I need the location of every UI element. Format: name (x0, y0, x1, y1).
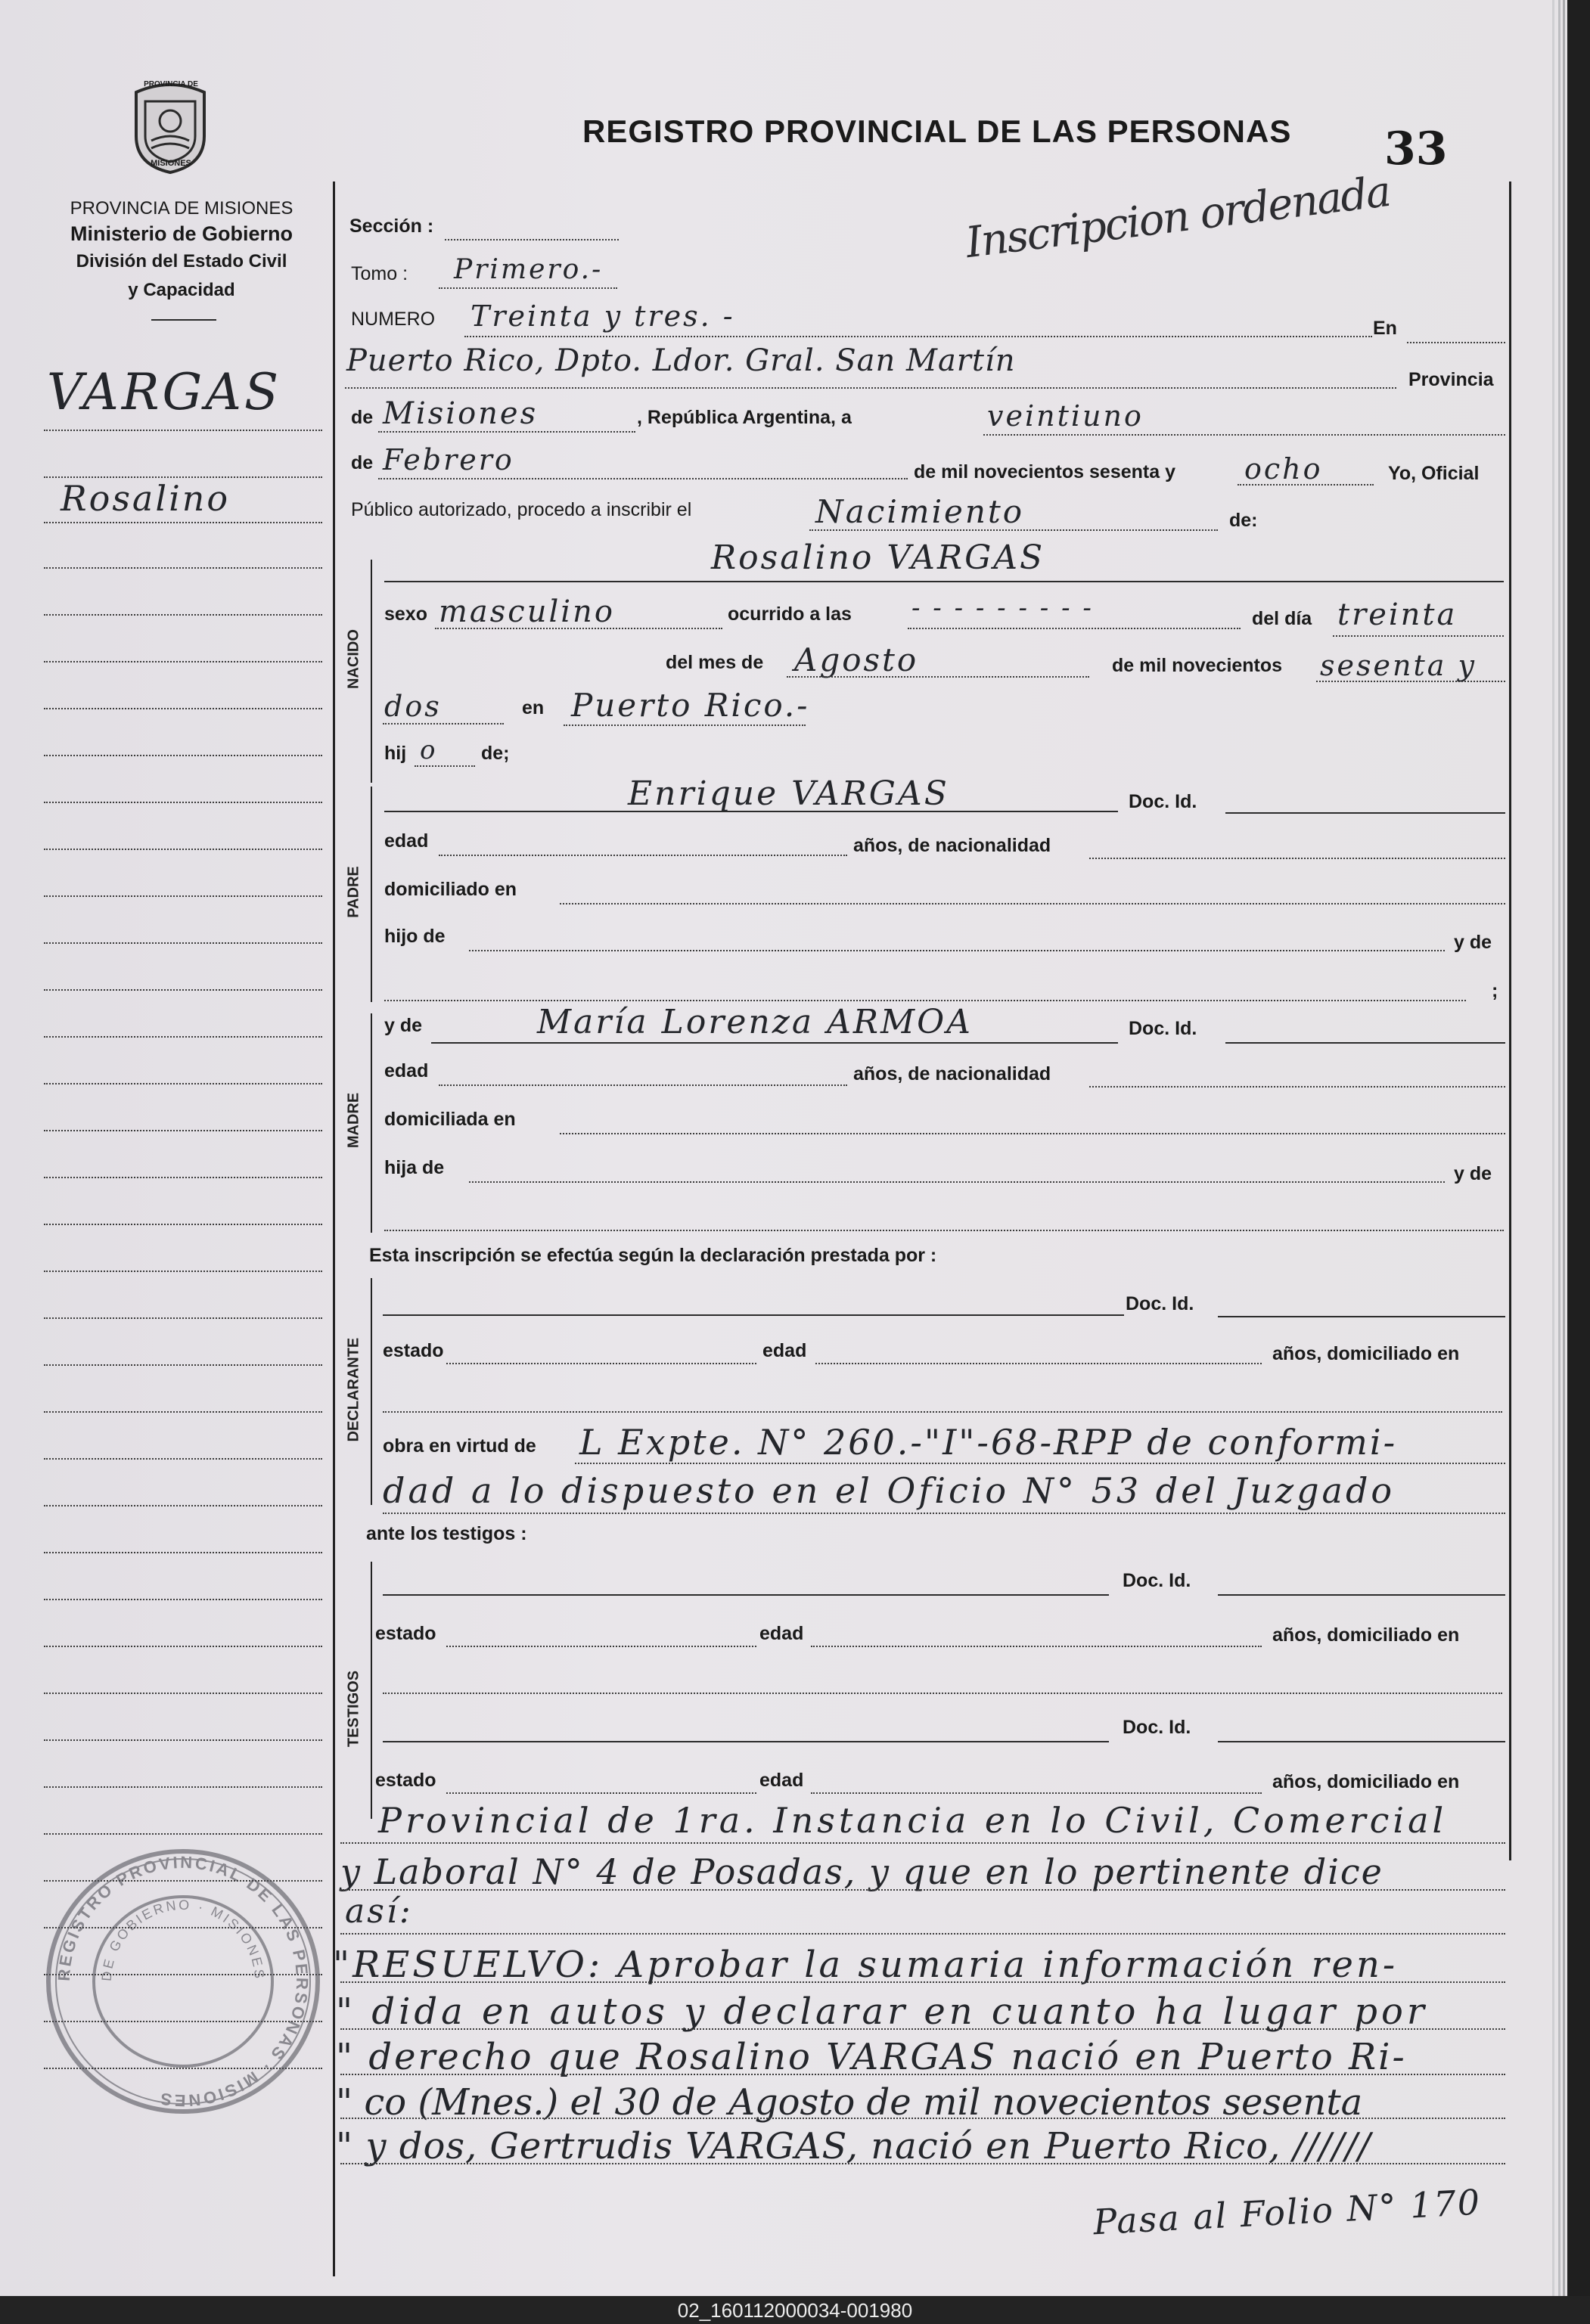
text-rule (340, 1981, 1505, 1983)
text-line: " y dos, Gertrudis VARGAS, nació en Puerto Rico, ////// (336, 2125, 1371, 2167)
del-mes-label: del mes de (666, 652, 764, 673)
declarante-dom-line (383, 1411, 1502, 1413)
hora-value: - - - - - - - - - (911, 593, 1094, 623)
margin-rule (44, 989, 322, 991)
right-frame-line (1509, 182, 1511, 1860)
acto-line (809, 529, 1218, 531)
numero-label: NUMERO (351, 309, 436, 330)
declarante-side-label: DECLARANTE (345, 1337, 362, 1442)
nacido-nombre-line (384, 581, 1504, 582)
madre-doc-label: Doc. Id. (1129, 1018, 1197, 1039)
hora-line (908, 628, 1241, 629)
republica-label: , República Argentina, a (637, 407, 852, 428)
margin-rule (44, 1552, 322, 1553)
madre-hija-line (469, 1181, 1445, 1183)
margin-rule (44, 661, 322, 662)
testigo-2-line (383, 1741, 1109, 1742)
padre-y-de-label: y de (1454, 932, 1492, 953)
madre-value: María Lorenza ARMOA (537, 1003, 973, 1041)
margin-rule (44, 755, 322, 756)
official-stamp (39, 1845, 327, 2118)
testigo-1-estado-line (446, 1646, 756, 1647)
declarante-frame (371, 1278, 372, 1505)
testigo-2-edad-label: edad (759, 1770, 804, 1791)
official-signature: Inscripcion ordenada (963, 166, 1393, 268)
margin-rule (44, 802, 322, 803)
dia-line (983, 434, 1505, 436)
lugar-value: Puerto Rico, Dpto. Ldor. Gral. San Martín (346, 343, 1016, 378)
madre-dom-label: domiciliada en (384, 1109, 516, 1130)
mes-nac-value: Agosto (794, 641, 919, 678)
hij-suffix-value: o (420, 735, 438, 765)
margin-rule (44, 1739, 322, 1741)
testigo-1-doc-label: Doc. Id. (1123, 1570, 1191, 1591)
dia-nac-line (1333, 635, 1504, 637)
obra-line-1-rule (575, 1463, 1505, 1464)
dia-value: veintiuno (987, 399, 1144, 433)
page-number: 33 (1384, 123, 1448, 175)
madre-nac-label: años, de nacionalidad (853, 1063, 1051, 1084)
svg-text:DE GOBIERNO · MISIONES (99, 1897, 268, 1982)
padre-dom-label: domiciliado en (384, 879, 517, 900)
del-dia-label: del día (1252, 608, 1312, 629)
office-line-4: y Capacidad (128, 280, 235, 300)
text-line: así: (345, 1892, 413, 1931)
dia-nac-value: treinta (1337, 597, 1458, 632)
declarante-estado-line (446, 1363, 756, 1364)
hij-line (415, 765, 475, 767)
testigos-side-label: TESTIGOS (345, 1670, 362, 1748)
anio-nac-1-value: sesenta y (1320, 649, 1477, 682)
margin-rule (44, 1505, 322, 1506)
text-line: "RESUELVO: Aprobar la sumaria información ren- (333, 1944, 1399, 1986)
margin-rule (44, 1177, 322, 1178)
margin-rule (44, 1083, 322, 1084)
madre-y-de-end-label: y de (1454, 1163, 1492, 1184)
text-line: " dida en autos y declarar en cuanto ha lugar por (336, 1990, 1428, 2033)
page-edge (1552, 0, 1554, 2296)
ocurrido-label: ocurrido a las (728, 603, 852, 625)
nacido-nombre-value: Rosalino VARGAS (711, 538, 1045, 577)
en-line (1407, 342, 1505, 343)
provincia-line (378, 431, 635, 433)
margin-rule (44, 1458, 322, 1460)
stamp-inner-text: DE GOBIERNO · MISIONES (98, 1897, 268, 1982)
de-label: de (351, 407, 374, 428)
office-line-1: PROVINCIA DE MISIONES (70, 198, 293, 219)
padre-hijo-line (469, 950, 1445, 951)
en2-label: en (522, 697, 545, 718)
office-line-3: División del Estado Civil (76, 251, 287, 271)
testigos-label: ante los testigos : (366, 1523, 527, 1544)
testigo-1-edad-label: edad (759, 1623, 804, 1644)
madre-edad-line (439, 1084, 847, 1086)
stamp-ring-text: REGISTRO PROVINCIAL DE LAS PERSONAS · MISIONES (54, 1852, 312, 2111)
margin-rule (44, 430, 322, 431)
declarante-doc-label: Doc. Id. (1126, 1293, 1194, 1314)
padre-doc-label: Doc. Id. (1129, 791, 1197, 812)
anio-line (1238, 484, 1374, 486)
tomo-label: Tomo : (351, 263, 408, 284)
testigo-1-dom-label: años, domiciliado en (1272, 1624, 1460, 1646)
madre-y-de-label: y de (384, 1015, 423, 1036)
margin-rule (44, 567, 322, 569)
testigo-1-edad-line (811, 1646, 1262, 1647)
margin-surname: VARGAS (47, 363, 282, 421)
text-line: " co (Mnes.) el 30 de Agosto de mil novecientos sesenta (336, 2081, 1363, 2124)
crest-bottom-text: MISIONES (151, 159, 191, 168)
testigo-2-estado-label: estado (375, 1770, 436, 1791)
de2-label: de (351, 452, 374, 473)
en-label: En (1373, 318, 1397, 339)
madre-side-label: MADRE (345, 1092, 362, 1149)
text-line: y Laboral N° 4 de Posadas, y que en lo pertinente dice (340, 1851, 1383, 1892)
mil-nov-label: de mil novecientos (1112, 655, 1283, 676)
text-rule (340, 1889, 1505, 1891)
nacido-frame (371, 560, 372, 783)
provincia-label: Provincia (1408, 369, 1494, 390)
declarante-line (383, 1314, 1124, 1316)
sexo-label: sexo (384, 603, 427, 625)
padre-value: Enrique VARGAS (628, 774, 949, 813)
margin-rule (44, 1036, 322, 1038)
margin-rule (44, 895, 322, 897)
office-line-2: Ministerio de Gobierno (70, 222, 293, 245)
publico-label: Público autorizado, procedo a inscribir el (351, 499, 692, 520)
margin-rule (44, 1693, 322, 1694)
margin-rule (44, 522, 322, 523)
mes-nac-line (787, 676, 1089, 678)
numero-line (464, 336, 1372, 337)
margin-rule (44, 942, 322, 944)
sexo-line (435, 628, 722, 629)
lugar-nac-line (564, 725, 806, 726)
provincia-value: Misiones (383, 396, 539, 431)
acto-value: Nacimiento (815, 493, 1025, 530)
mil-sesenta-label: de mil novecientos sesenta y (914, 461, 1175, 482)
padre-semicolon: ; (1492, 980, 1498, 1001)
testigo-2-estado-line (446, 1792, 756, 1794)
padre-nac-label: años, de nacionalidad (853, 835, 1051, 856)
obra-label: obra en virtud de (383, 1435, 536, 1457)
lugar-line (345, 387, 1396, 389)
de-semi-label: de; (481, 743, 510, 764)
declarante-estado-label: estado (383, 1340, 444, 1361)
margin-rule (44, 1646, 322, 1647)
margin-rule (44, 708, 322, 709)
padre-nac-line (1089, 858, 1505, 859)
testigo-2-doc-label: Doc. Id. (1123, 1717, 1191, 1738)
text-rule (340, 1842, 1505, 1844)
margin-rule (44, 1224, 322, 1225)
testigos-frame (371, 1562, 372, 1819)
anio-nac-2-line (383, 723, 504, 725)
nacido-side-label: NACIDO (345, 629, 362, 689)
tomo-line (439, 287, 617, 289)
margin-rule (44, 1317, 322, 1319)
pasa-folio-note: Pasa al Folio N° 170 (1092, 2181, 1483, 2243)
sexo-value: masculino (439, 594, 615, 629)
testigo-2-edad-line (811, 1792, 1262, 1794)
padre-line (384, 811, 1118, 812)
testigo-2-doc-line (1218, 1741, 1505, 1742)
footer-code: 02_160112000034-001980 (677, 2299, 913, 2322)
inscripcion-label: Esta inscripción se efectúa según la declaración prestada por : (369, 1245, 937, 1266)
testigo-1-estado-label: estado (375, 1623, 436, 1644)
crest-top-text: PROVINCIA DE (144, 80, 198, 88)
mes-value: Febrero (383, 443, 514, 476)
madre-frame (371, 1013, 372, 1233)
office-divider (151, 319, 216, 321)
madre-line (431, 1042, 1118, 1044)
declarante-edad-label: edad (762, 1340, 807, 1361)
hij-label: hij (384, 743, 407, 764)
obra-line-2-rule (383, 1513, 1505, 1514)
margin-rule (44, 1271, 322, 1272)
padre-dom-line (560, 903, 1505, 904)
page-edge (1558, 0, 1560, 2296)
padre-frame (371, 787, 372, 1002)
margin-rule (44, 849, 322, 850)
margin-rule (44, 476, 322, 478)
padre-hijo-label: hijo de (384, 926, 446, 947)
testigo-2-dom-label: años, domiciliado en (1272, 1771, 1460, 1792)
testigo-1-line (383, 1594, 1109, 1596)
mes-line (378, 478, 908, 479)
testigo-1-dom-line (383, 1693, 1502, 1694)
declarante-dom-label: años, domiciliado en (1272, 1343, 1460, 1364)
padre-extra-line (384, 1000, 1466, 1001)
page-edge (1563, 0, 1565, 2296)
obra-line-1: L Expte. N° 260.-"I"-68-RPP de conformi- (579, 1422, 1398, 1463)
numero-value: Treinta y tres. - (470, 299, 735, 333)
madre-nac-line (1089, 1086, 1505, 1088)
padre-doc-line (1225, 812, 1505, 814)
text-rule (340, 2028, 1505, 2030)
obra-line-2: dad a lo dispuesto en el Oficio N° 53 del Juzgado (383, 1470, 1396, 1511)
margin-rule (44, 1364, 322, 1366)
yo-oficial-label: Yo, Oficial (1388, 463, 1480, 484)
seccion-label: Sección : (349, 216, 434, 237)
anio-value: ocho (1244, 452, 1323, 486)
text-line: Provincial de 1ra. Instancia en lo Civil, Comercial (378, 1800, 1448, 1841)
margin-rule (44, 1130, 322, 1131)
anio-nac-2-value: dos (384, 690, 442, 723)
madre-doc-line (1225, 1042, 1505, 1044)
margin-rule (44, 1786, 322, 1788)
madre-extra-line (384, 1230, 1504, 1231)
padre-edad-label: edad (384, 830, 429, 852)
tomo-value: Primero.- (454, 254, 604, 285)
margin-rule (44, 1411, 322, 1413)
madre-dom-line (560, 1133, 1505, 1134)
seccion-line (445, 239, 619, 240)
margin-rule (44, 1599, 322, 1600)
lugar-nac-value: Puerto Rico.- (571, 687, 810, 724)
text-rule (340, 2163, 1505, 2164)
margin-rule (44, 614, 322, 616)
text-rule (340, 2074, 1505, 2075)
de-colon-label: de: (1229, 510, 1258, 531)
text-rule (340, 2118, 1505, 2119)
madre-edad-label: edad (384, 1060, 429, 1081)
text-line: " derecho que Rosalino VARGAS nació en Puerto Ri- (336, 2036, 1407, 2078)
declarante-edad-line (815, 1363, 1262, 1364)
page-title: REGISTRO PROVINCIAL DE LAS PERSONAS (582, 113, 1292, 149)
margin-rule (44, 1833, 322, 1835)
margin-given-name: Rosalino (61, 478, 231, 519)
padre-edad-line (439, 855, 847, 856)
anio-nac-1-line (1316, 681, 1505, 682)
text-rule (340, 1933, 1505, 1935)
padre-side-label: PADRE (345, 866, 362, 918)
testigo-1-doc-line (1218, 1594, 1505, 1596)
madre-hija-label: hija de (384, 1157, 445, 1178)
declarante-doc-line (1218, 1316, 1505, 1317)
